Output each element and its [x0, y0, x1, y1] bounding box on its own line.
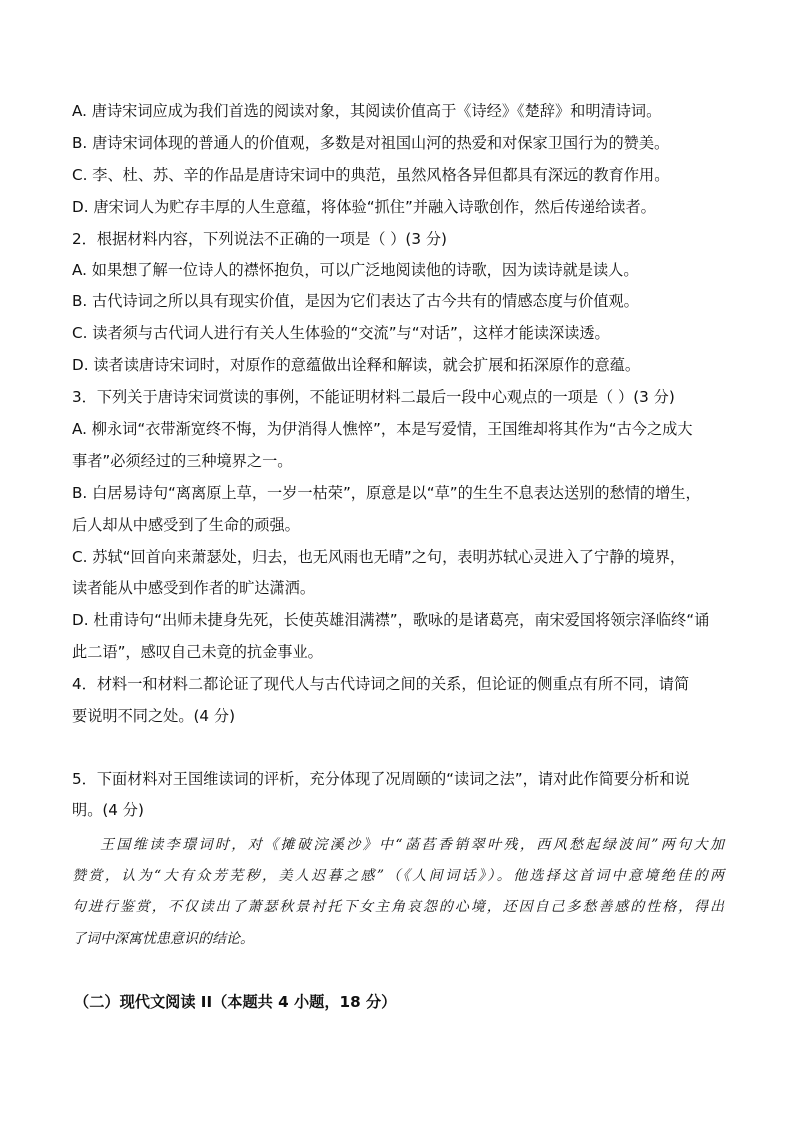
q2-option-a: A. 如果想了解一位诗人的襟怀抱负，可以广泛地阅读他的诗歌，因为读诗就是读人。: [72, 261, 639, 279]
q3-option-d-line2: 此二语”，感叹自己未竟的抗金事业。: [72, 643, 323, 661]
q1-option-c: C. 李、杜、苏、辛的作品是唐诗宋词中的典范，虽然风格各异但都具有深远的教育作用。: [72, 166, 670, 184]
material-line3: 句进行鉴赏，不仅读出了萧瑟秋景衬托下女主角哀怨的心境，还因自己多愁善感的性格，得出: [72, 899, 724, 915]
q3-option-c-line1: C. 苏轼“回首向来萧瑟处，归去，也无风雨也无晴”之句，表明苏轼心灵进入了宁静的境界，: [72, 548, 686, 566]
material-line4: 了词中深寓忧患意识的结论。: [72, 931, 254, 947]
section-heading: （二）现代文阅读 II（本题共 4 小题，18 分）: [74, 993, 397, 1011]
material-line1: 王国维读李璟词时，对《摊破浣溪沙》中“菡萏香销翠叶残，西风愁起绿波间”两句大加: [100, 837, 724, 853]
q2-option-c: C. 读者须与古代词人进行有关人生体验的“交流”与“对话”，这样才能读深读透。: [72, 324, 610, 342]
q3-option-b-line1: B. 白居易诗句“离离原上草，一岁一枯荣”，原意是以“草”的生生不息表达送别的愁情的增生，: [72, 484, 701, 502]
q3-option-a-line1: A. 柳永词“衣带渐宽终不悔，为伊消得人憔悴”，本是写爱情，王国维却将其作为“古今之成大: [72, 420, 693, 438]
material-line2: 赞赏，认为“大有众芳芜秽，美人迟暮之感”（《人间词话》）。他选择这首词中意境绝佳的两: [72, 868, 724, 884]
q3-option-d-line1: D. 杜甫诗句“出师未捷身先死，长使英雄泪满襟”，歌咏的是诸葛亮，南宋爱国将领宗泽临终“诵: [72, 611, 710, 629]
q1-option-a: A. 唐诗宋词应成为我们首选的阅读对象，其阅读价值高于《诗经》《楚辞》和明清诗词。: [72, 102, 662, 120]
q3-option-a-line2: 事者”必须经过的三种境界之一。: [72, 452, 293, 470]
q2-option-d: D. 读者读唐诗宋词时，对原作的意蕴做出诠释和解读，就会扩展和拓深原作的意蕴。: [72, 356, 641, 374]
q5-line1: 5．下面材料对王国维读词的评析，充分体现了况周颐的“读词之法”，请对此作简要分析和说: [72, 770, 690, 788]
q4-line1: 4．材料一和材料二都论证了现代人与古代诗词之间的关系，但论证的侧重点有所不同，请简: [72, 675, 690, 693]
q1-option-b: B. 唐诗宋词体现的普通人的价值观，多数是对祖国山河的热爱和对保家卫国行为的赞美。: [72, 134, 670, 152]
q5-line2: 明。(4 分): [72, 801, 144, 819]
q2-option-b: B. 古代诗词之所以具有现实价值，是因为它们表达了古今共有的情感态度与价值观。: [72, 292, 639, 310]
q3-stem: 3．下列关于唐诗宋词赏读的事例，不能证明材料二最后一段中心观点的一项是（ ）(3 分): [72, 388, 675, 406]
q3-option-b-line2: 后人却从中感受到了生命的顽强。: [72, 516, 300, 534]
q3-option-c-line2: 读者能从中感受到作者的旷达潇洒。: [72, 579, 315, 597]
q1-option-d: D. 唐宋词人为贮存丰厚的人生意蕴，将体验“抓住”并融入诗歌创作，然后传递给读者。: [72, 198, 656, 216]
q4-line2: 要说明不同之处。(4 分): [72, 707, 236, 725]
q2-stem: 2．根据材料内容，下列说法不正确的一项是（ ）(3 分): [72, 230, 447, 248]
